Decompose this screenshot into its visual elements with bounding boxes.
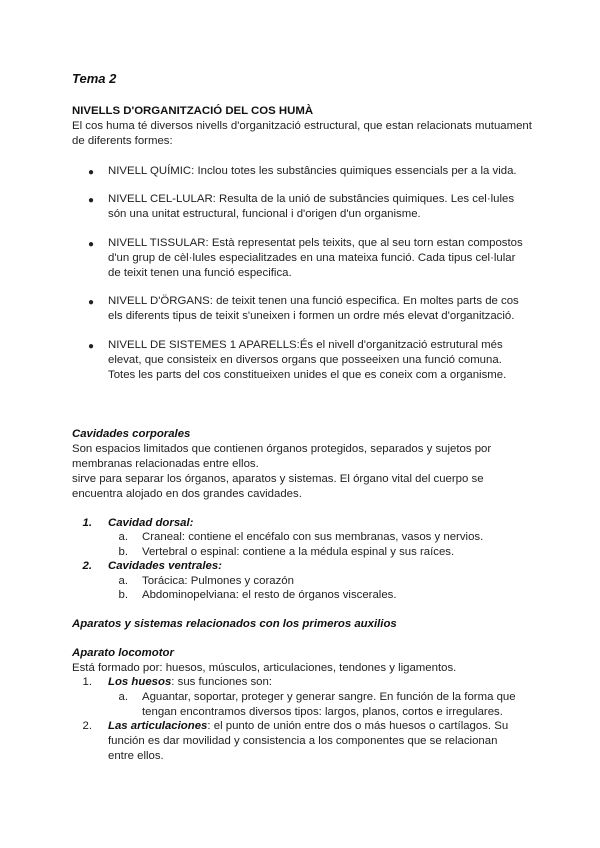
sub-item-text: Craneal: contiene el encéfalo con sus membranas, vasos y nervios. [142, 531, 484, 543]
list-item: NIVELL CEL-LULAR: Resulta de la unió de substâncies quimiques. Les cel·lules són una unitat estructural, funcional i d'origen d'un organisme. [108, 193, 515, 220]
numbered-item [72, 675, 532, 690]
item-text: : sus funciones son: [171, 676, 272, 688]
sub-item-text: Vertebral o espinal: contiene a la médula espinal y sus raíces. [142, 546, 455, 558]
item-number: 1. [82, 676, 92, 688]
section-intro-cavities-2: sirve para separar los órganos, aparatos y sistemas. El órgano vital del cuerpo se encuentra alojado en dos grandes cavidades. [72, 473, 484, 500]
list-item: NIVELL QUÍMIC: Inclou totes les substâncies quimiques essencials per a la vida. [108, 165, 517, 177]
bullet-icon: ● [88, 239, 95, 250]
sub-item-text: Torácica: Pulmones y corazón [142, 575, 294, 587]
sub-item-letter: a. [118, 531, 128, 543]
bullet-icon: ● [88, 341, 95, 352]
sub-item [72, 588, 532, 603]
bullet-icon: ● [88, 167, 95, 178]
page-title: Tema 2 [72, 71, 117, 86]
numbered-item [72, 516, 532, 531]
sub-item [72, 574, 532, 589]
list-item: NIVELL D'ÖRGANS: de teixit tenen una funció especifica. En moltes parts de cos els diferents tipus de teixit s'uneixen i formen un ordre més elevat d'organització. [108, 295, 519, 322]
section-intro-locomotor: Está formado por: huesos, músculos, articulaciones, tendones y ligamentos. [72, 662, 457, 674]
item-text: : el punto de unión entre dos o más huesos o cartílagos. Su función es dar movilidad y consistencia a los componentes que se relacionan entre ellos. [108, 720, 509, 762]
sub-item-text: Abdominopelviana: el resto de órganos viscerales. [142, 589, 397, 601]
sub-item-letter: a. [118, 575, 128, 587]
numbered-item [72, 559, 532, 574]
section-intro-levels: El cos huma té diversos nivells d'organització estructural, que estan relacionats mutuament de diferents formes: [72, 120, 532, 147]
sub-item-letter: b. [118, 546, 128, 558]
list-item: NIVELL TISSULAR: Està representat pels teixits, que al seu torn estan compostos d'un grup de cèl·lules especialitzades en una mateixa funció. Cada tipus cel·lular de teixit tenen una funció especifica. [108, 237, 523, 279]
list-item: NIVELL DE SISTEMES 1 APARELLS:És el nivell d'organització estrutural més elevat, que consisteix en diversos organs que posseeixen una funció comuna. Totes les parts del cos constitueixen unides el que es coneix com a organisme. [108, 339, 507, 381]
item-number: 2. [82, 560, 92, 572]
item-term: Las articulaciones [108, 720, 208, 732]
section-heading-cavities: Cavidades corporales [72, 428, 191, 440]
item-number: 2. [82, 720, 92, 732]
section-heading-levels: NIVELLS D'ORGANITZACIÓ DEL COS HUMÀ [72, 105, 314, 117]
item-term: Los huesos [108, 676, 172, 688]
bullet-icon: ● [88, 195, 95, 206]
sub-item-letter: b. [118, 589, 128, 601]
sub-item [72, 530, 532, 545]
item-title: Cavidad dorsal: [108, 517, 194, 529]
section-heading-first-aid: Aparatos y sistemas relacionados con los primeros auxilios [72, 618, 397, 630]
sub-item [72, 545, 532, 560]
sub-item-text: Aguantar, soportar, proteger y generar sangre. En función de la forma que tengan encontramos diversos tipos: largos, planos, cortos e irregulares. [142, 691, 516, 718]
item-number: 1. [82, 517, 92, 529]
item-title: Cavidades ventrales: [108, 560, 222, 572]
bullet-icon: ● [88, 297, 95, 308]
sub-item-letter: a. [118, 691, 128, 703]
section-heading-locomotor: Aparato locomotor [72, 647, 174, 659]
section-intro-cavities: Son espacios limitados que contienen órganos protegidos, separados y sujetos por membranas relacionadas entre ellos. [72, 443, 492, 470]
